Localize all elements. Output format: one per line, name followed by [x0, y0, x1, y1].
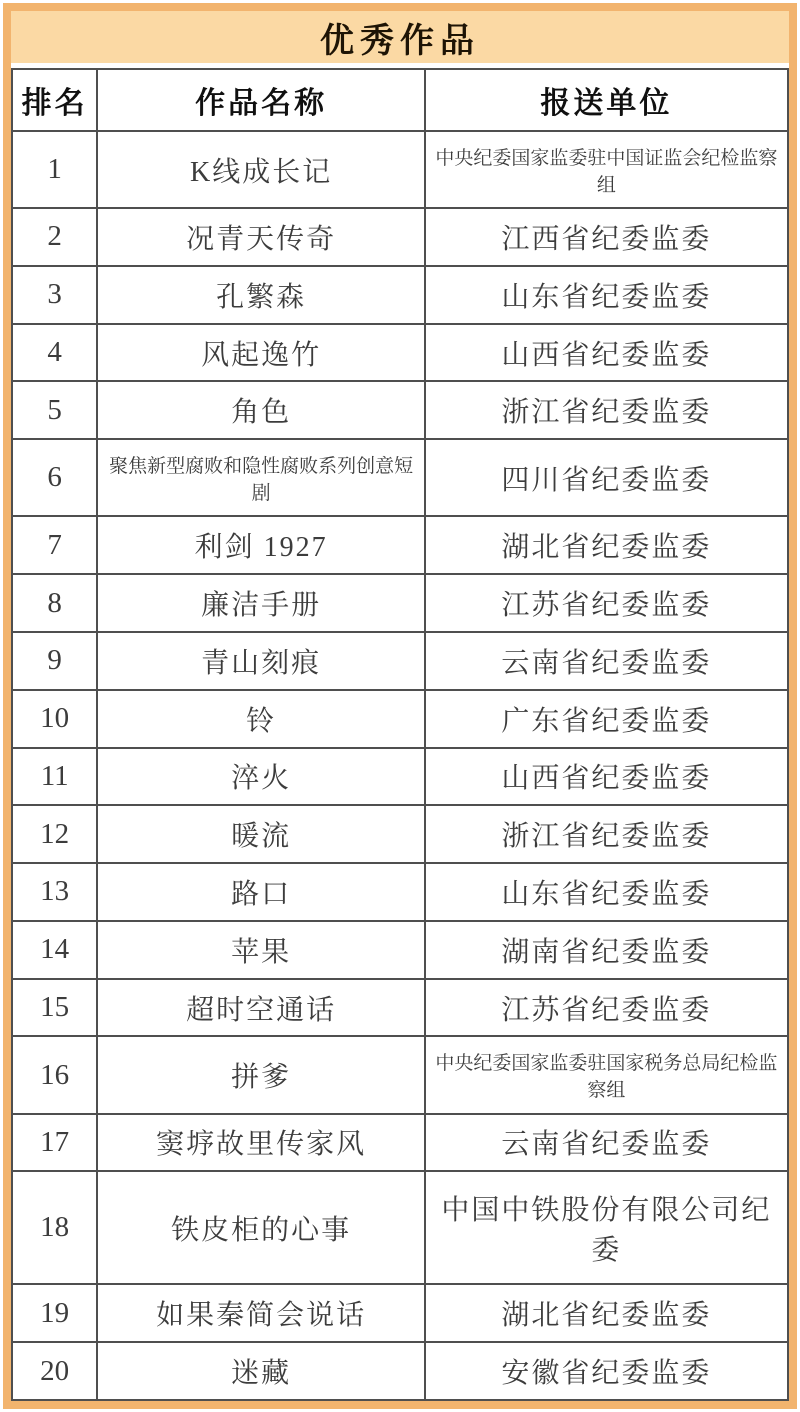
- table-title: 优秀作品: [11, 11, 789, 63]
- unit-cell: 中国中铁股份有限公司纪委: [425, 1171, 788, 1284]
- table-row: [12, 748, 788, 806]
- rank-cell: 3: [12, 266, 97, 324]
- table-row: [12, 1284, 788, 1342]
- unit-cell: 山西省纪委监委: [425, 748, 788, 806]
- unit-cell: 湖北省纪委监委: [425, 516, 788, 574]
- table-row: [12, 131, 788, 208]
- rank-cell: 12: [12, 805, 97, 863]
- unit-cell: 安徽省纪委监委: [425, 1342, 788, 1400]
- header-row: [12, 69, 788, 131]
- work-name-cell: 拼爹: [97, 1036, 424, 1113]
- unit-cell: 浙江省纪委监委: [425, 381, 788, 439]
- rank-cell: 2: [12, 208, 97, 266]
- table-row: [12, 690, 788, 748]
- table-row: [12, 805, 788, 863]
- work-name-cell: 窦垿故里传家风: [97, 1114, 424, 1172]
- work-name-cell: 迷藏: [97, 1342, 424, 1400]
- awards-table: [11, 68, 789, 1401]
- table-row: [12, 574, 788, 632]
- table-row: [12, 266, 788, 324]
- unit-cell: 江苏省纪委监委: [425, 979, 788, 1037]
- table-row: [12, 381, 788, 439]
- work-name-cell: 风起逸竹: [97, 324, 424, 382]
- rank-cell: 1: [12, 131, 97, 208]
- unit-cell: 山东省纪委监委: [425, 266, 788, 324]
- work-name-cell: 铃: [97, 690, 424, 748]
- rank-cell: 6: [12, 439, 97, 516]
- table-row: [12, 979, 788, 1037]
- rank-cell: 18: [12, 1171, 97, 1284]
- work-name-cell: 路口: [97, 863, 424, 921]
- unit-cell: 中央纪委国家监委驻国家税务总局纪检监察组: [425, 1036, 788, 1113]
- work-name-cell: 廉洁手册: [97, 574, 424, 632]
- unit-cell: 四川省纪委监委: [425, 439, 788, 516]
- table-row: [12, 921, 788, 979]
- rank-cell: 13: [12, 863, 97, 921]
- rank-cell: 11: [12, 748, 97, 806]
- work-name-cell: 铁皮柜的心事: [97, 1171, 424, 1284]
- rank-cell: 17: [12, 1114, 97, 1172]
- table-row: [12, 439, 788, 516]
- rank-cell: 8: [12, 574, 97, 632]
- work-name-cell: 青山刻痕: [97, 632, 424, 690]
- work-name-cell: 角色: [97, 381, 424, 439]
- table-row: [12, 516, 788, 574]
- table-row: [12, 1114, 788, 1172]
- table-row: [12, 324, 788, 382]
- table-row: [12, 863, 788, 921]
- work-name-cell: 利剑 1927: [97, 516, 424, 574]
- table-row: [12, 632, 788, 690]
- work-name-cell: 聚焦新型腐败和隐性腐败系列创意短剧: [97, 439, 424, 516]
- unit-cell: 云南省纪委监委: [425, 1114, 788, 1172]
- rank-cell: 19: [12, 1284, 97, 1342]
- unit-cell: 江西省纪委监委: [425, 208, 788, 266]
- rank-cell: 7: [12, 516, 97, 574]
- work-name-cell: 超时空通话: [97, 979, 424, 1037]
- table-row: [12, 208, 788, 266]
- rank-cell: 20: [12, 1342, 97, 1400]
- table-row: [12, 1036, 788, 1113]
- unit-cell: 中央纪委国家监委驻中国证监会纪检监察组: [425, 131, 788, 208]
- rank-cell: 4: [12, 324, 97, 382]
- work-name-cell: 淬火: [97, 748, 424, 806]
- work-name-cell: 苹果: [97, 921, 424, 979]
- rank-cell: 5: [12, 381, 97, 439]
- unit-cell: 山东省纪委监委: [425, 863, 788, 921]
- column-header-unit: 报送单位: [425, 69, 788, 131]
- column-header-rank: 排名: [12, 69, 97, 131]
- unit-cell: 湖北省纪委监委: [425, 1284, 788, 1342]
- rank-cell: 16: [12, 1036, 97, 1113]
- unit-cell: 江苏省纪委监委: [425, 574, 788, 632]
- unit-cell: 云南省纪委监委: [425, 632, 788, 690]
- table-body: [12, 131, 788, 1400]
- rank-cell: 15: [12, 979, 97, 1037]
- rank-cell: 10: [12, 690, 97, 748]
- work-name-cell: 孔繁森: [97, 266, 424, 324]
- table-row: [12, 1342, 788, 1400]
- work-name-cell: 况青天传奇: [97, 208, 424, 266]
- unit-cell: 广东省纪委监委: [425, 690, 788, 748]
- work-name-cell: K线成长记: [97, 131, 424, 208]
- table-row: [12, 1171, 788, 1284]
- rank-cell: 14: [12, 921, 97, 979]
- unit-cell: 山西省纪委监委: [425, 324, 788, 382]
- awards-table-card: [3, 3, 797, 1409]
- unit-cell: 浙江省纪委监委: [425, 805, 788, 863]
- rank-cell: 9: [12, 632, 97, 690]
- column-header-work: 作品名称: [97, 69, 424, 131]
- unit-cell: 湖南省纪委监委: [425, 921, 788, 979]
- work-name-cell: 如果秦简会说话: [97, 1284, 424, 1342]
- work-name-cell: 暖流: [97, 805, 424, 863]
